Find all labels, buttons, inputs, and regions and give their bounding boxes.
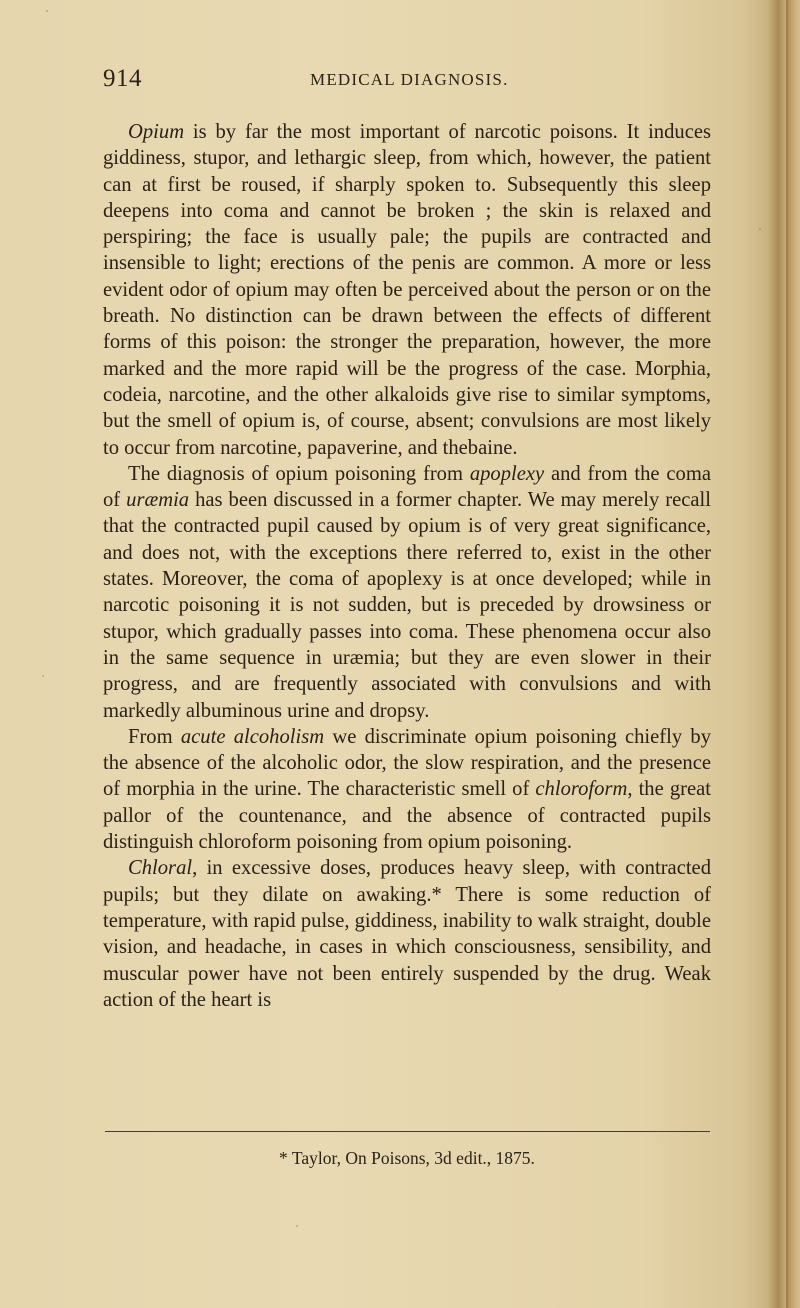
italic-term: uræmia	[126, 489, 190, 512]
text-run: From	[128, 725, 181, 748]
italic-term: chloroform	[535, 778, 628, 801]
text-run: The diagnosis of opium poisoning from	[128, 462, 470, 485]
italic-term: acute alcoholism	[180, 725, 325, 748]
footnote-divider	[105, 1131, 710, 1132]
text-run: , the great pallor of the countenance, and the absence of contracted pupils distinguish chloroform poisoning from opium poisoning.	[103, 778, 711, 854]
page-number: 914	[103, 65, 142, 92]
paragraph-alcoholism-chloroform	[103, 724, 711, 855]
paragraph-apoplexy-uraemia	[103, 461, 711, 724]
text-run: and from the coma of	[103, 462, 711, 512]
text-run: is by far the most important of narcotic poisons. It induces giddiness, stupor, and lethargic sleep, from which, however, the patient can at first be roused, if sharply spoken to. Subsequently this sleep deepens into coma and cannot be broken ; the skin is relaxed and perspiring; the face is usually pale; the pupils are contracted and insensible to light; erections of the penis are common. A more or less evident odor of opium may often be perceived about the person or on the breath. No distinction can be drawn between the effects of different forms of this poison: the stronger the preparation, however, the more marked and the more rapid will be the progress of the case. Morphia, codeia, narcotine, and the other alkaloids give rise to similar symptoms, but the smell of opium is, of course, absent; convulsions are most likely to occur from narcotine, papaverine, and thebaine.	[103, 121, 711, 459]
paragraph-opium	[103, 119, 711, 461]
running-title: MEDICAL DIAGNOSIS.	[310, 70, 509, 89]
book-spine-edge	[786, 0, 800, 1308]
body-text	[103, 119, 711, 1013]
text-run: we discriminate opium poisoning chiefly by the absence of the alcoholic odor, the slow respiration, and the presence of morphia in the urine. The characteristic smell of	[103, 725, 711, 801]
footnote: * Taylor, On Poisons, 3d edit., 1875.	[279, 1148, 535, 1168]
italic-term: Chloral	[128, 857, 193, 880]
paragraph-chloral	[103, 855, 711, 1013]
italic-term: Opium	[128, 121, 185, 143]
running-head	[103, 65, 713, 97]
text-run: has been discussed in a former chapter. We may merely recall that the contracted pupil caused by opium is of very great significance, and does not, with the exceptions there referred to, exist in the other states. Moreover, the coma of apoplexy is at once developed; while in narcotic poisoning it is not sudden, but is preceded by drowsiness or stupor, which gradually passes into coma. These phenomena occur also in the same sequence in uræmia; but they are even slower in their progress, and are frequently associated with convulsions and with markedly albuminous urine and dropsy.	[103, 489, 711, 722]
text-run: , in excessive doses, produces heavy sleep, with contracted pupils; but they dilate on awaking.* There is some reduction of temperature, with rapid pulse, giddiness, inability to walk straight, double vision, and headache, in cases in which consciousness, sensibility, and muscular power have not been entirely suspended by the drug. Weak action of the heart is	[103, 857, 711, 1011]
italic-term: apoplexy	[469, 462, 545, 485]
